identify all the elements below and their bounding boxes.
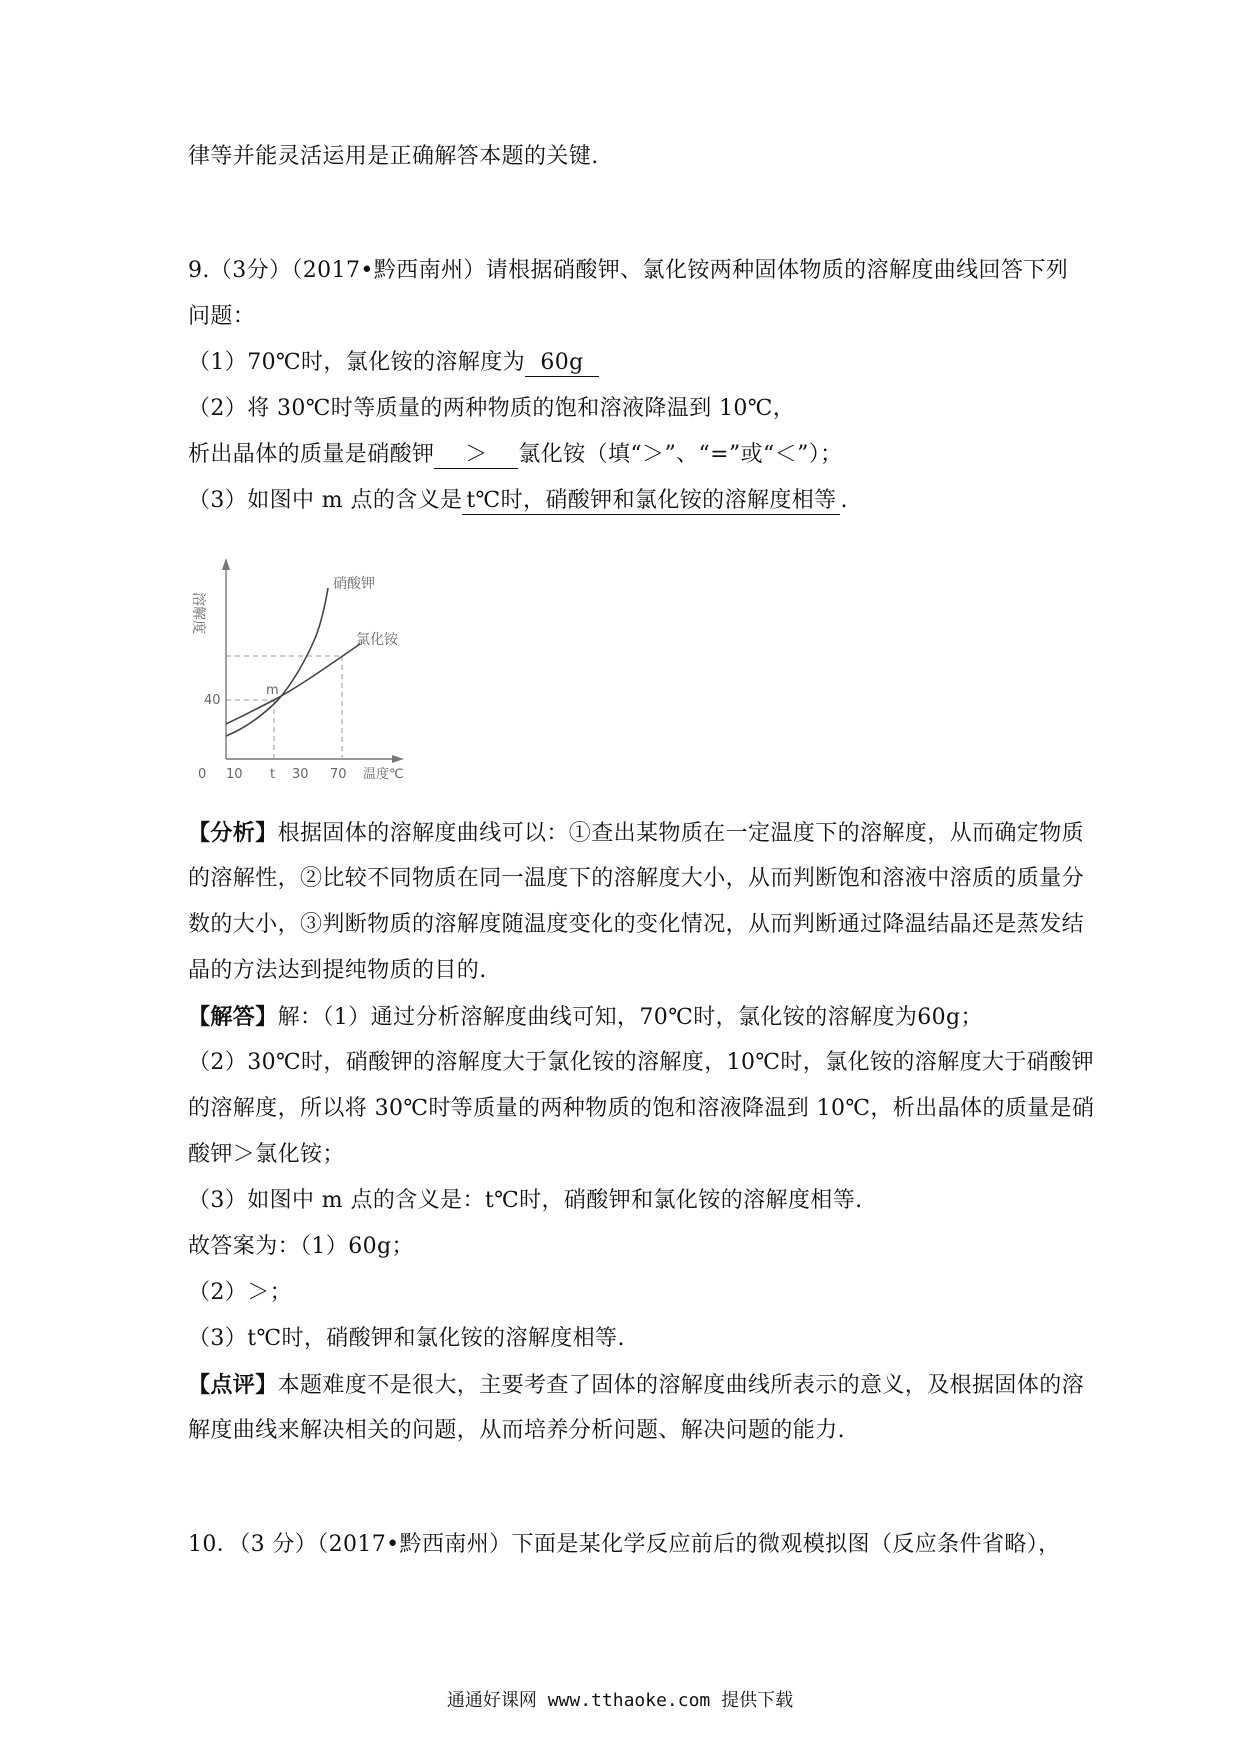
question-9-part-2-line-1: （2）将 30℃时等质量的两种物质的饱和溶液降温到 10℃， [188, 396, 796, 421]
answer-line-3: 的溶解度，所以将 30℃时等质量的两种物质的饱和溶液降温到 10℃，析出晶体的质量是硝 [188, 1096, 1095, 1121]
comment-line-1 [188, 1370, 1084, 1401]
analysis-line-2: 的溶解性，②比较不同物质在同一温度下的溶解度大小，从而判断饱和溶液中溶质的质量分 [188, 866, 1085, 891]
analysis-line-3: 数的大小，③判断物质的溶解度随温度变化的变化情况，从而判断通过降温结晶还是蒸发结 [188, 912, 1085, 937]
question-9-stem-line-1: 9.（3分）（2017•黔西南州）请根据硝酸钾、氯化铵两种固体物质的溶解度曲线回答下列 [188, 258, 1069, 283]
series-label-ammonium-chloride: 氯化铵 [356, 632, 398, 648]
y-tick-40: 40 [204, 693, 221, 708]
answer-line-6: 故答案为：（1）60g； [188, 1234, 414, 1259]
analysis-line-4: 晶的方法达到提纯物质的目的. [188, 958, 487, 983]
comment-text-1: 本题难度不是很大，主要考查了固体的溶解度曲线所表示的意义，及根据固体的溶 [277, 1373, 1085, 1398]
point-m-label: m [266, 683, 279, 698]
y-axis-label: 溶解度 [190, 592, 206, 634]
question-9-stem-line-2: 问题： [188, 304, 256, 329]
answer-line-4: 酸钾＞氯化铵； [188, 1142, 345, 1167]
solubility-curve-svg [188, 556, 458, 786]
x-tick-30: 30 [292, 767, 309, 782]
answer-tag: 【解答】 [188, 1004, 278, 1030]
part-3-text-after: . [840, 488, 848, 513]
part-1-text: （1）70℃时，氯化铵的溶解度为 [188, 350, 526, 375]
analysis-line-1 [188, 818, 1084, 849]
question-9-part-1 [188, 348, 599, 378]
x-tick-10: 10 [226, 767, 243, 782]
answer-line-8: （3）t℃时，硝酸钾和氯化铵的溶解度相等. [188, 1326, 625, 1351]
series-label-potassium-nitrate: 硝酸钾 [333, 576, 375, 592]
previous-answer-ending: 律等并能灵活运用是正确解答本题的关键. [188, 144, 599, 169]
part-2-answer: ＞ [434, 442, 518, 469]
question-9-part-2-line-2 [188, 440, 843, 470]
part-1-answer: 60g [525, 350, 599, 377]
x-tick-0: 0 [198, 767, 207, 782]
answer-line-7: （2）＞； [188, 1280, 292, 1305]
page-footer: 通通好课网 www.tthaoke.com 提供下载 [446, 1690, 794, 1711]
answer-text-1: 解：（1）通过分析溶解度曲线可知，70℃时，氯化铵的溶解度为60g； [277, 1005, 983, 1030]
answer-line-5: （3）如图中 m 点的含义是：t℃时，硝酸钾和氯化铵的溶解度相等. [188, 1188, 863, 1213]
analysis-text-1: 根据固体的溶解度曲线可以：①查出某物质在一定温度下的溶解度，从而确定物质 [277, 821, 1085, 846]
part-3-answer: t℃时，硝酸钾和氯化铵的溶解度相等 [462, 488, 840, 515]
comment-line-2: 解度曲线来解决相关的问题，从而培养分析问题、解决问题的能力. [188, 1418, 845, 1443]
part-2-text-after: 氯化铵（填“＞”、“=”或“＜”）； [518, 442, 843, 467]
x-tick-t: t [270, 767, 276, 782]
x-tick-70: 70 [330, 767, 347, 782]
question-10-stem: 10．（3 分）（2017•黔西南州）下面是某化学反应前后的微观模拟图（反应条件省略）， [188, 1532, 1061, 1557]
part-3-text-before: （3）如图中 m 点的含义是 [188, 488, 463, 513]
answer-line-1 [188, 1002, 983, 1033]
analysis-tag: 【分析】 [188, 820, 278, 846]
comment-tag: 【点评】 [188, 1372, 278, 1398]
solubility-curve-figure [188, 556, 458, 786]
potassium-nitrate-curve [226, 588, 328, 736]
question-9-part-3 [188, 486, 848, 516]
part-2-text-before: 析出晶体的质量是硝酸钾 [188, 442, 435, 467]
y-axis-arrow-icon [222, 558, 230, 570]
answer-line-2: （2）30℃时，硝酸钾的溶解度大于氯化铵的溶解度，10℃时，氯化铵的溶解度大于硝酸钾 [188, 1050, 1095, 1075]
x-axis-label: 温度℃ [363, 767, 404, 782]
x-axis-arrow-icon [392, 755, 404, 763]
